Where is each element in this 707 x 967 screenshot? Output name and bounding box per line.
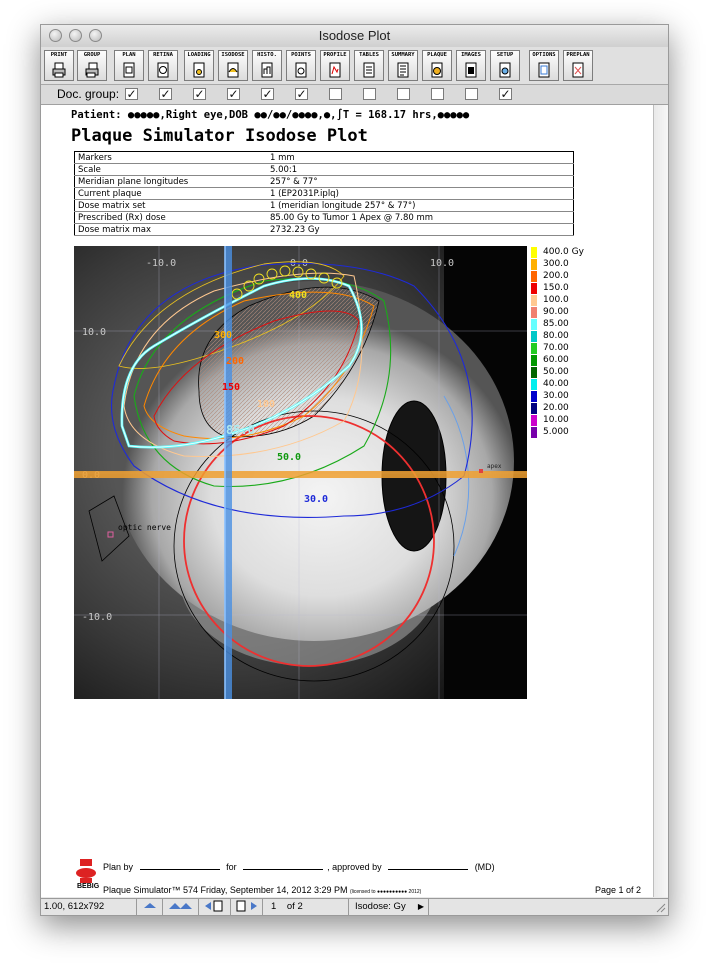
resize-grip-icon[interactable] bbox=[654, 901, 666, 913]
dose-legend bbox=[531, 246, 601, 438]
approved-by-blank bbox=[388, 869, 468, 870]
legend-item bbox=[531, 426, 601, 438]
blue-axis-highlight bbox=[224, 246, 226, 699]
legend-label: 30.00 bbox=[543, 391, 569, 401]
retina-button[interactable]: RETINA bbox=[148, 50, 178, 81]
signature-line: Plan by for , approved by (MD) bbox=[103, 862, 495, 872]
info-key: Prescribed (Rx) dose bbox=[75, 212, 268, 224]
info-value: 1 mm bbox=[267, 152, 574, 164]
plan-info-table bbox=[74, 151, 574, 236]
license-note: (licensed to ●●●●●●●●●● 2012) bbox=[349, 889, 422, 895]
info-key: Meridian plane longitudes bbox=[75, 176, 268, 188]
setup-icon bbox=[498, 62, 512, 78]
doc-group-checkbox-3[interactable]: ✓ bbox=[194, 87, 205, 101]
info-row bbox=[75, 224, 574, 236]
toolbar bbox=[41, 47, 668, 85]
legend-item bbox=[531, 354, 601, 366]
legend-label: 300.0 bbox=[543, 259, 569, 269]
document-page bbox=[41, 105, 653, 897]
options-button[interactable]: OPTIONS bbox=[529, 50, 559, 81]
legend-swatch bbox=[531, 355, 537, 366]
doc-group-checkbox-7[interactable] bbox=[329, 88, 342, 100]
chevron-up-icon bbox=[140, 899, 160, 913]
info-key: Current plaque bbox=[75, 188, 268, 200]
legend-swatch bbox=[531, 391, 537, 402]
axis-label-y-10: 10.0 bbox=[82, 327, 107, 338]
legend-swatch bbox=[531, 379, 537, 390]
legend-swatch bbox=[531, 295, 537, 306]
info-key: Dose matrix set bbox=[75, 200, 268, 212]
info-row bbox=[75, 164, 574, 176]
menu-arrow-icon: ▶ bbox=[417, 902, 424, 911]
legend-swatch bbox=[531, 415, 537, 426]
histogram-icon bbox=[260, 62, 274, 78]
legend-swatch bbox=[531, 307, 537, 318]
scroll-up-button[interactable] bbox=[137, 899, 163, 915]
contour-label-30: 30.0 bbox=[304, 494, 329, 505]
doc-group-checkbox-5[interactable]: ✓ bbox=[262, 87, 273, 101]
contour-label-400: 400 bbox=[289, 290, 308, 301]
double-chevron-up-icon bbox=[166, 899, 196, 913]
profile-button[interactable]: PROFILE bbox=[320, 50, 350, 81]
legend-item bbox=[531, 402, 601, 414]
preplan-icon bbox=[571, 62, 585, 78]
doc-group-checkbox-2[interactable]: ✓ bbox=[160, 87, 171, 101]
contour-label-300: 300 bbox=[214, 330, 233, 341]
doc-group-checkbox-11[interactable] bbox=[465, 88, 478, 100]
legend-label: 90.00 bbox=[543, 307, 569, 317]
isodose-units-label: Isodose: Gy bbox=[355, 901, 406, 912]
legend-item bbox=[531, 258, 601, 270]
legend-swatch bbox=[531, 343, 537, 354]
legend-swatch bbox=[531, 403, 537, 414]
legend-swatch bbox=[531, 367, 537, 378]
info-row bbox=[75, 188, 574, 200]
next-page-button[interactable] bbox=[231, 899, 263, 915]
tables-button[interactable]: TABLES bbox=[354, 50, 384, 81]
info-row bbox=[75, 212, 574, 224]
legend-swatch bbox=[531, 427, 537, 438]
summary-button[interactable]: SUMMARY bbox=[388, 50, 418, 81]
images-icon bbox=[464, 62, 478, 78]
legend-label: 10.00 bbox=[543, 415, 569, 425]
legend-item bbox=[531, 414, 601, 426]
orange-axis-line bbox=[74, 471, 527, 478]
legend-label: 5.000 bbox=[543, 427, 569, 437]
contour-label-50: 50.0 bbox=[277, 452, 302, 463]
tables-icon bbox=[362, 62, 376, 78]
next-page-icon bbox=[234, 899, 260, 913]
info-key: Scale bbox=[75, 164, 268, 176]
legend-item bbox=[531, 342, 601, 354]
info-value: 2732.23 Gy bbox=[267, 224, 574, 236]
info-row bbox=[75, 200, 574, 212]
doc-group-checkbox-9[interactable] bbox=[397, 88, 410, 100]
points-button[interactable]: POINTS bbox=[286, 50, 316, 81]
legend-item bbox=[531, 294, 601, 306]
doc-group-checkbox-1[interactable]: ✓ bbox=[126, 87, 137, 101]
document-footer bbox=[75, 857, 653, 897]
info-value: 5.00:1 bbox=[267, 164, 574, 176]
legend-swatch bbox=[531, 271, 537, 282]
info-key: Markers bbox=[75, 152, 268, 164]
doc-group-checkbox-6[interactable]: ✓ bbox=[296, 87, 307, 101]
legend-swatch bbox=[531, 247, 537, 258]
legend-label: 70.00 bbox=[543, 343, 569, 353]
info-row bbox=[75, 176, 574, 188]
plaque-icon bbox=[430, 62, 444, 78]
group-print-button[interactable]: GROUP bbox=[77, 50, 107, 81]
md-label: (MD) bbox=[474, 862, 495, 872]
summary-icon bbox=[396, 62, 410, 78]
doc-group-checkbox-10[interactable] bbox=[431, 88, 444, 100]
histogram-button[interactable]: HISTO. bbox=[252, 50, 282, 81]
zoom-readout: 1.00, 612x792 bbox=[41, 899, 137, 915]
setup-button[interactable]: SETUP bbox=[490, 50, 520, 81]
legend-item bbox=[531, 306, 601, 318]
preplan-button[interactable]: PREPLAN bbox=[563, 50, 593, 81]
legend-label: 20.00 bbox=[543, 403, 569, 413]
page-info: Page 1 of 2 bbox=[595, 885, 642, 895]
previous-page-icon bbox=[202, 899, 228, 913]
plan-by-blank bbox=[140, 869, 220, 870]
options-icon bbox=[537, 62, 551, 78]
legend-label: 100.0 bbox=[543, 295, 569, 305]
axis-label-x-0: 0.0 bbox=[290, 258, 309, 269]
info-value: 1 (EP2031P.iplq) bbox=[267, 188, 574, 200]
doc-group-label: Doc. group: bbox=[57, 87, 120, 101]
status-bar bbox=[41, 898, 668, 916]
scroll-up-fast-button[interactable] bbox=[163, 899, 199, 915]
document-title: Plaque Simulator Isodose Plot bbox=[71, 126, 368, 146]
legend-item bbox=[531, 270, 601, 282]
apex-marker bbox=[479, 469, 483, 473]
printer-group-icon bbox=[85, 62, 99, 78]
legend-label: 40.00 bbox=[543, 379, 569, 389]
retina-icon bbox=[156, 62, 170, 78]
isodose-plot-window bbox=[40, 24, 669, 916]
info-value: 85.00 Gy to Tumor 1 Apex @ 7.80 mm bbox=[267, 212, 574, 224]
contour-label-200: 200 bbox=[226, 356, 245, 367]
app-version-date: Plaque Simulator™ 574 Friday, September 14, 2012 3:29 PM bbox=[103, 885, 348, 895]
isodose-button[interactable]: ISODOSE bbox=[218, 50, 248, 81]
bebig-brand: BEBIG bbox=[77, 883, 100, 890]
axis-label-x-10: 10.0 bbox=[430, 258, 455, 269]
plan-by-label: Plan by bbox=[103, 862, 134, 872]
printer-icon bbox=[52, 62, 66, 78]
page-indicator[interactable] bbox=[263, 899, 349, 915]
axis-label-x-neg10: -10.0 bbox=[146, 258, 177, 269]
profile-icon bbox=[328, 62, 342, 78]
legend-swatch bbox=[531, 331, 537, 342]
page-total: 2 bbox=[297, 901, 303, 912]
legend-item bbox=[531, 282, 601, 294]
window-title: Isodose Plot bbox=[318, 28, 391, 43]
doc-group-checkbox-4[interactable]: ✓ bbox=[228, 87, 239, 101]
optic-nerve-label: optic nerve bbox=[118, 523, 171, 532]
for-label: for bbox=[226, 862, 237, 872]
isodose-plot[interactable] bbox=[74, 246, 527, 699]
plaque-button[interactable]: PLAQUE bbox=[422, 50, 452, 81]
doc-group-checkbox-12[interactable]: ✓ bbox=[500, 87, 511, 101]
previous-page-button[interactable] bbox=[199, 899, 231, 915]
legend-item bbox=[531, 366, 601, 378]
contour-label-100: 100 bbox=[257, 399, 276, 410]
legend-label: 85.00 bbox=[543, 319, 569, 329]
info-key: Dose matrix max bbox=[75, 224, 268, 236]
title-bar[interactable] bbox=[41, 25, 668, 48]
vertical-scrollbar[interactable] bbox=[653, 105, 668, 897]
points-icon bbox=[294, 62, 308, 78]
images-button[interactable]: IMAGES bbox=[456, 50, 486, 81]
legend-label: 200.0 bbox=[543, 271, 569, 281]
app-info-line bbox=[103, 885, 421, 895]
patient-line: Patient: ●●●●●,Right eye,DOB ●●/●●/●●●●,●,∫T = 168.17 hrs,●●●●● bbox=[71, 109, 470, 121]
contour-label-150: 150 bbox=[222, 382, 241, 393]
page-of: of bbox=[286, 901, 295, 912]
isodose-icon bbox=[226, 62, 240, 78]
info-value: 1 (meridian longitude 257° & 77°) bbox=[267, 200, 574, 212]
legend-item bbox=[531, 378, 601, 390]
legend-label: 400.0 Gy bbox=[543, 247, 584, 257]
blue-axis-line bbox=[225, 246, 232, 699]
info-value: 257° & 77° bbox=[267, 176, 574, 188]
isodose-plot-canvas bbox=[74, 246, 527, 699]
legend-item bbox=[531, 330, 601, 342]
legend-item bbox=[531, 390, 601, 402]
legend-label: 50.00 bbox=[543, 367, 569, 377]
loading-icon bbox=[192, 62, 206, 78]
legend-label: 80.00 bbox=[543, 331, 569, 341]
info-row bbox=[75, 152, 574, 164]
isodose-units-menu[interactable] bbox=[349, 899, 429, 915]
plan-document-icon bbox=[122, 62, 136, 78]
loading-button[interactable]: LOADING bbox=[184, 50, 214, 81]
contour-label-85: 85.0 bbox=[226, 423, 255, 437]
legend-label: 150.0 bbox=[543, 283, 569, 293]
print-button[interactable]: PRINT bbox=[44, 50, 74, 81]
for-blank bbox=[243, 869, 323, 870]
doc-group-checkbox-8[interactable] bbox=[363, 88, 376, 100]
legend-item bbox=[531, 318, 601, 330]
apex-label: apex bbox=[487, 463, 502, 470]
legend-swatch bbox=[531, 259, 537, 270]
doc-group-bar bbox=[41, 85, 668, 105]
legend-label: 60.00 bbox=[543, 355, 569, 365]
legend-swatch bbox=[531, 319, 537, 330]
legend-item bbox=[531, 246, 601, 258]
legend-swatch bbox=[531, 283, 537, 294]
plan-button[interactable]: PLAN bbox=[114, 50, 144, 81]
approved-by-label: approved by bbox=[332, 862, 382, 872]
axis-label-y-neg10: -10.0 bbox=[82, 612, 113, 623]
page-current: 1 bbox=[271, 901, 277, 912]
